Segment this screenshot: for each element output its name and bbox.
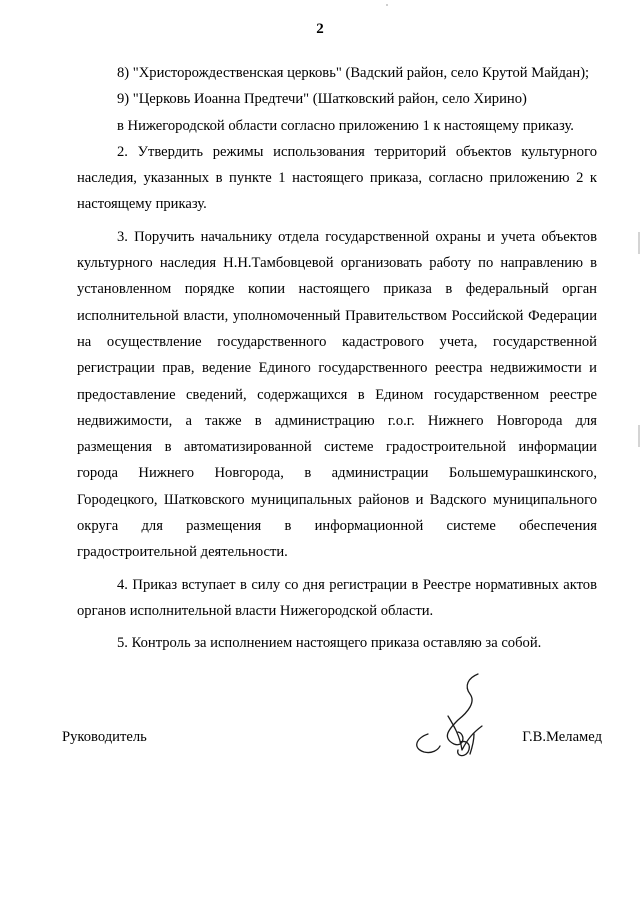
signatory-name: Г.В.Меламед — [522, 729, 602, 745]
paragraph-region-clause: в Нижегородской области согласно приложению 1 к настоящему приказу. — [117, 117, 574, 134]
signature-block — [62, 729, 602, 759]
paragraph-5: 5. Контроль за исполнением настоящего приказа оставляю за собой. — [117, 635, 542, 652]
paragraph-4: 4. Приказ вступает в силу со дня регистрации в Реестре нормативных актов органов исполнительной власти Нижегородской области. — [77, 576, 597, 619]
paragraph-item-8: 8) "Христорождественская церковь" (Вадский район, село Крутой Майдан); — [117, 65, 590, 81]
signatory-role: Руководитель — [62, 729, 147, 745]
document-body — [77, 60, 597, 657]
paragraph-2: 2. Утвердить режимы использования территорий объектов культурного наследия, указанных в пункте 1 настоящего приказа, согласно приложению 2 к настоящему приказу. — [77, 143, 597, 213]
paragraph-item-9: 9) "Церковь Иоанна Предтечи" (Шатковский район, село Хирино) — [117, 91, 527, 108]
scan-speck — [386, 4, 388, 6]
page-number: 2 — [316, 21, 324, 37]
paragraph-3: 3. Поручить начальнику отдела государственной охраны и учета объектов культурного наследия Н.Н.Тамбовцевой организовать работу по направлению в установленном порядке копии настоящего приказа в федеральный орган исполнительной власти, уполномоченный Правительством Российской Федерации на осуществление государственного кадастрового учета, государственной регистрации прав, ведение Единого государственного реестра недвижимости и предоставление сведений, содержащихся в Едином государственном реестре недвижимости, а также в администрацию г.о.г. Нижнего Новгорода для размещения в автоматизированной системе градостроительной информации города Нижнего Новгорода, в администрации Большемурашкинского, Городецкого, Шатковского муниципальных районов и Вадского муниципального округа для размещения в информационной системе обеспечения градостроительной деятельности. — [77, 228, 597, 561]
